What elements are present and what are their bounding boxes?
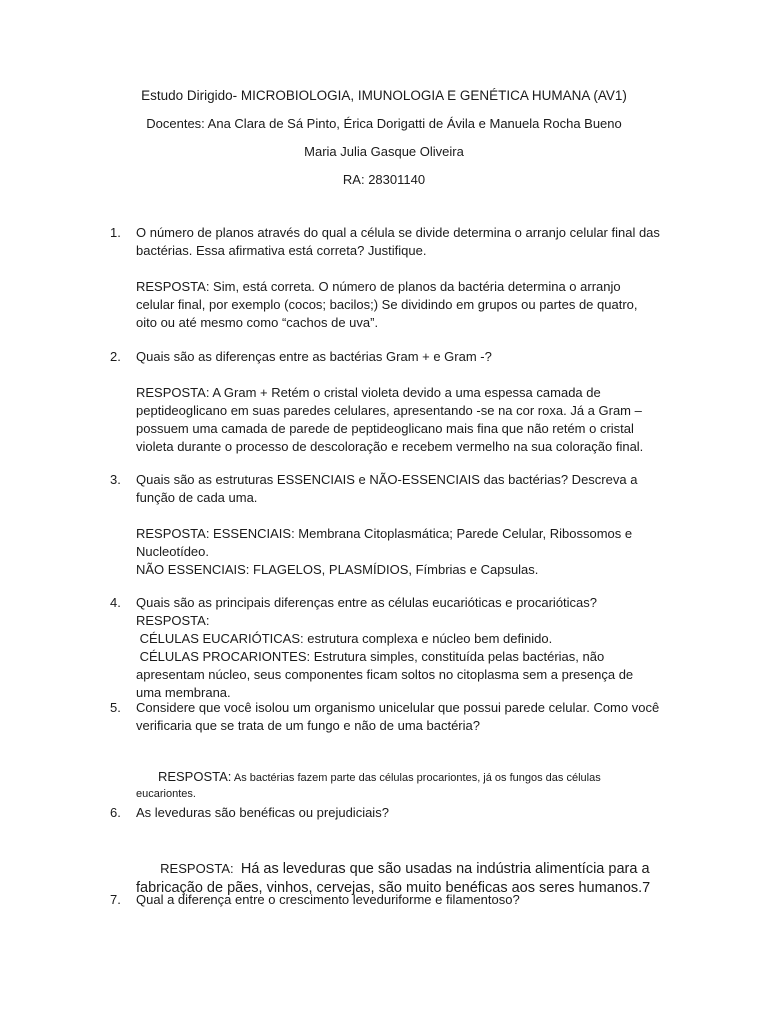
answer-text: RESPOSTA: Sim, está correta. O número de planos da bactéria determina o arranjo celular final, por exemplo (cocos; bacilos;) Se dividindo em grupos ou partes de quatro, oito ou até mesmo como “cachos de uva”. bbox=[136, 279, 638, 330]
question-5 bbox=[110, 699, 662, 818]
question-3 bbox=[110, 471, 662, 579]
question-text: Quais são as diferenças entre as bactérias Gram + e Gram -? bbox=[136, 349, 492, 364]
question-4 bbox=[110, 594, 662, 702]
answer-text: RESPOSTA: A Gram + Retém o cristal violeta devido a uma espessa camada de peptideoglicano em suas paredes celulares, apresentando -se na cor roxa. Já a Gram – possuem uma camada de parede de peptideoglicano mais fina que não retém o cristal violeta durante o processo de descoloração e recebem vermelho na sua coloração final. bbox=[136, 385, 644, 454]
question-number: 3. bbox=[110, 472, 121, 487]
answer-text: Há as leveduras que são usadas na indústria alimentícia para a fabricação de pães, vinhos, cervejas, são muito benéficas aos seres humanos.7 bbox=[136, 861, 654, 896]
question-text: As leveduras são benéficas ou prejudiciais? bbox=[136, 805, 389, 820]
question-number: 4. bbox=[110, 595, 121, 610]
answer-text: As bactérias fazem parte das células procariontes, já os fungos das células eucariontes. bbox=[136, 772, 604, 800]
question-text: Qual a diferença entre o crescimento leveduriforme e filamentoso? bbox=[136, 892, 520, 907]
answer-text: RESPOSTA: ESSENCIAIS: Membrana Citoplasmática; Parede Celular, Ribossomos e Nucleotídeo. bbox=[136, 526, 633, 559]
student-ra: RA: 28301140 bbox=[342, 172, 426, 187]
answer-label: RESPOSTA: bbox=[160, 861, 241, 876]
question-1 bbox=[110, 224, 662, 332]
student-name: Maria Julia Gasque Oliveira bbox=[304, 144, 464, 159]
question-text: Quais são as estruturas ESSENCIAIS e NÃO-ESSENCIAIS das bactérias? Descreva a função de cada uma. bbox=[136, 472, 638, 505]
question-7 bbox=[110, 891, 662, 909]
question-number: 7. bbox=[110, 892, 121, 907]
document-title: Estudo Dirigido- MICROBIOLOGIA, IMUNOLOGIA E GENÉTICA HUMANA (AV1) bbox=[141, 88, 627, 103]
question-text: O número de planos através do qual a célula se divide determina o arranjo celular final das bactérias. Essa afirmativa está correta? Justifique. bbox=[136, 225, 660, 258]
answer-label: RESPOSTA: bbox=[136, 613, 210, 628]
answer-text: CÉLULAS PROCARIONTES: Estrutura simples, constituída pelas bactérias, não apresentam núcleo, seus componentes ficam soltos no citoplasma sem a presença de uma membrana. bbox=[136, 649, 637, 700]
answer-text: NÃO ESSENCIAIS: FLAGELOS, PLASMÍDIOS, Fímbrias e Capsulas. bbox=[136, 562, 539, 577]
question-text: Considere que você isolou um organismo unicelular que possui parede celular. Como você verificaria que se trata de um fungo e não de uma bactéria? bbox=[136, 700, 660, 733]
answer-text: CÉLULAS EUCARIÓTICAS: estrutura complexa e núcleo bem definido. bbox=[136, 631, 553, 646]
teachers-line: Docentes: Ana Clara de Sá Pinto, Érica Dorigatti de Ávila e Manuela Rocha Bueno bbox=[146, 116, 622, 131]
question-2 bbox=[110, 348, 662, 456]
question-number: 2. bbox=[110, 349, 121, 364]
question-number: 5. bbox=[110, 700, 121, 715]
question-number: 1. bbox=[110, 225, 121, 240]
question-number: 6. bbox=[110, 805, 121, 820]
question-text: Quais são as principais diferenças entre as células eucarióticas e procarióticas? bbox=[136, 595, 598, 610]
answer-label: RESPOSTA: bbox=[154, 769, 232, 784]
